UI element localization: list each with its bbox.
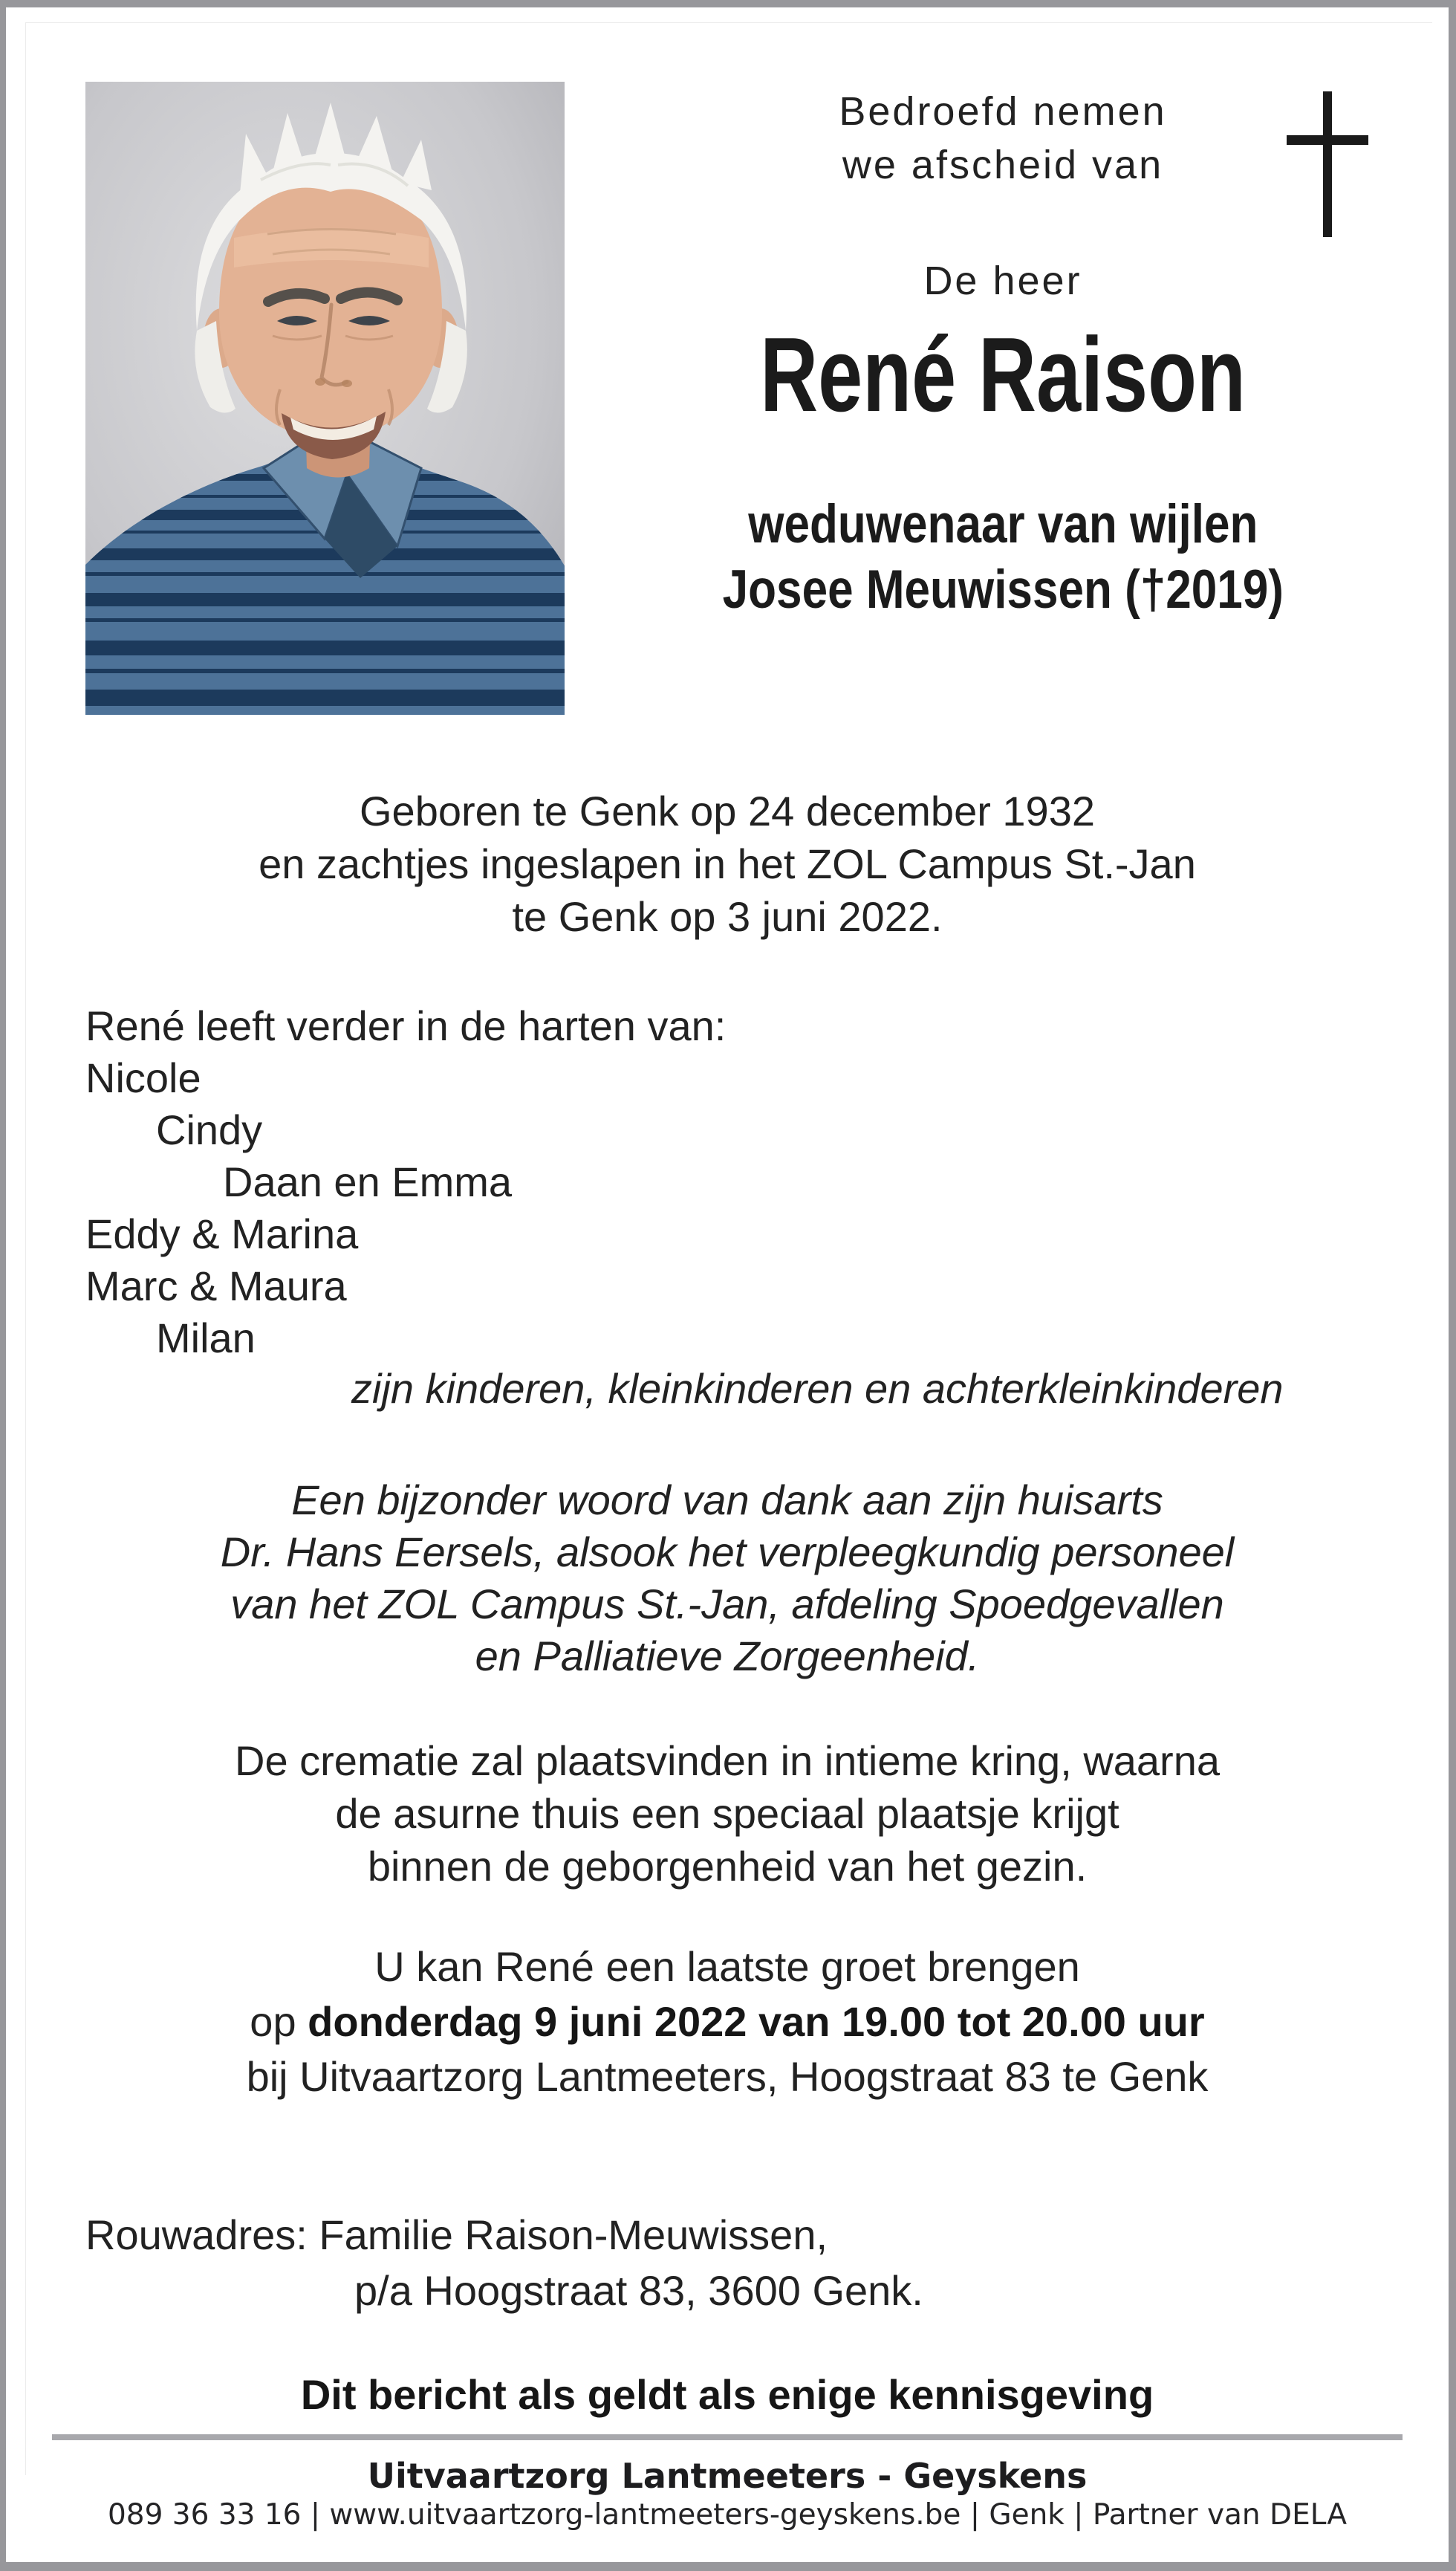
- family-closing: zijn kinderen, kleinkinderen en achterkleinkinderen: [351, 1365, 1284, 1412]
- family-member: Cindy: [156, 1106, 263, 1153]
- widower-note: [565, 492, 1441, 623]
- sole-notice: Dit bericht als geldt als enige kennisgeving: [300, 2371, 1154, 2418]
- farewell-paragraph: [6, 1939, 1449, 2104]
- intro-line-1: Bedroefd nemen: [839, 89, 1167, 134]
- family-member: Daan en Emma: [223, 1158, 513, 1205]
- mourning-address-line-1: Rouwadres: Familie Raison-Meuwissen,: [85, 2211, 828, 2258]
- salutation: De heer: [923, 259, 1082, 303]
- cremation-line-3: binnen de geborgenheid van het gezin.: [367, 1843, 1088, 1890]
- family-member: Marc & Maura: [85, 1262, 347, 1309]
- family-intro: René leeft verder in de harten van:: [85, 1002, 727, 1049]
- cremation-line-2: de asurne thuis een speciaal plaatsje krijgt: [335, 1790, 1119, 1837]
- obituary-page: [6, 7, 1449, 2562]
- portrait-illustration: [85, 82, 565, 715]
- life-dates: [6, 785, 1449, 943]
- family-member: Eddy & Marina: [85, 1210, 359, 1257]
- farewell-line-2: [6, 1994, 1449, 2049]
- deceased-name: [565, 316, 1441, 434]
- family-list: [85, 1000, 726, 1364]
- widower-line-2: Josee Meuwissen (†2019): [722, 560, 1284, 620]
- farewell-line-2-datetime: donderdag 9 juni 2022 van 19.00 tot 20.00 uur: [308, 1998, 1205, 2045]
- portrait-photo: [85, 82, 565, 715]
- life-dates-line-3: te Genk op 3 juni 2022.: [512, 893, 943, 940]
- mourning-address: [85, 2207, 923, 2318]
- footer-divider: [52, 2434, 1403, 2440]
- deceased-name-text: René Raison: [760, 316, 1246, 434]
- thanks-line-4: en Palliatieve Zorgeenheid.: [475, 1633, 980, 1679]
- thanks-line-3: van het ZOL Campus St.-Jan, afdeling Spoedgevallen: [230, 1580, 1224, 1627]
- farewell-line-1: U kan René een laatste groet brengen: [374, 1943, 1080, 1990]
- funeral-home-name: Uitvaartzorg Lantmeeters - Geyskens: [367, 2456, 1088, 2496]
- farewell-line-2-prefix: op: [250, 1998, 308, 2045]
- mourning-address-line-2: p/a Hoogstraat 83, 3600 Genk.: [354, 2267, 923, 2314]
- cremation-line-1: De crematie zal plaatsvinden in intieme kring, waarna: [235, 1737, 1220, 1784]
- life-dates-line-2: en zachtjes ingeslapen in het ZOL Campus St.-Jan: [259, 840, 1196, 887]
- family-member: Milan: [156, 1314, 256, 1361]
- life-dates-line-1: Geboren te Genk op 24 december 1932: [359, 788, 1095, 834]
- thanks-line-1: Een bijzonder woord van dank aan zijn huisarts: [291, 1476, 1163, 1523]
- thanks-line-2: Dr. Hans Eersels, alsook het verpleegkundig personeel: [220, 1528, 1235, 1575]
- intro-line-2: we afscheid van: [842, 143, 1164, 187]
- thanks-paragraph: [6, 1474, 1449, 1682]
- widower-note-text: [722, 492, 1283, 623]
- cremation-paragraph: [6, 1734, 1449, 1893]
- widower-line-1: weduwenaar van wijlen: [747, 494, 1258, 554]
- funeral-home-contact: 089 36 33 16 | www.uitvaartzorg-lantmeeters-geyskens.be | Genk | Partner van DELA: [107, 2498, 1348, 2532]
- intro-text: [565, 85, 1441, 192]
- farewell-line-3: bij Uitvaartzorg Lantmeeters, Hoogstraat 83 te Genk: [246, 2053, 1209, 2100]
- family-member: Nicole: [85, 1054, 201, 1101]
